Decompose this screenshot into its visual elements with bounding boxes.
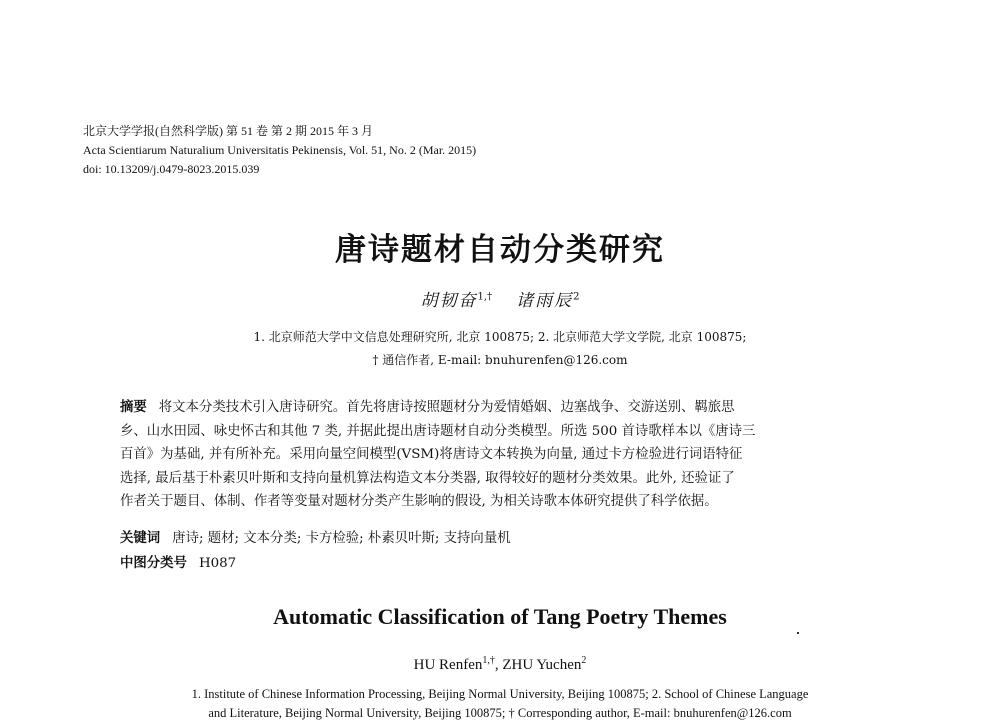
affiliation-zh-line-1: 1. 北京师范大学中文信息处理研究所, 北京 100875; 2. 北京师范大学文学院, 北京 100875; (253, 330, 747, 344)
authors-en (0, 655, 1000, 674)
clc-label: 中图分类号 (120, 555, 187, 571)
journal-citation-zh: 北京大学学报(自然科学版) 第 51 卷 第 2 期 2015 年 3 月 (83, 124, 373, 138)
abstract-label: 摘要 (120, 399, 147, 415)
authors-zh (0, 286, 1000, 311)
journal-citation-en: Acta Scientiarum Naturalium Universitatis Pekinensis, Vol. 51, No. 2 (Mar. 2015) (83, 143, 477, 157)
author-2-zh-affil-mark: 2 (573, 291, 580, 303)
author-2-en: ZHU Yuchen (502, 657, 582, 673)
abstract-zh (120, 396, 895, 514)
affiliation-en-line-2: and Literature, Beijing Normal University, Beijing 100875; † Corresponding author, E-mail: bnuhurenfen@126.com (208, 706, 792, 720)
abstract-line: 选择, 最后基于朴素贝叶斯和支持向量机算法构造文本分类器, 取得较好的题材分类效果。此外, 还验证了 (120, 470, 735, 486)
author-1-zh: 胡韧奋 (420, 291, 478, 311)
affiliations-en (0, 685, 1000, 723)
keywords-zh (120, 527, 511, 546)
journal-doi: doi: 10.13209/j.0479-8023.2015.039 (83, 162, 260, 176)
abstract-line: 摘要 将文本分类技术引入唐诗研究。首先将唐诗按照题材分为爱情婚姻、边塞战争、交游送别、羁旅思 (120, 399, 735, 415)
clc-number-zh (120, 552, 236, 571)
authors-en-separator: , (494, 657, 503, 673)
abstract-line: 百首》为基础, 并有所补充。采用向量空间模型(VSM)将唐诗文本转换为向量, 通过卡方检验进行词语特征 (120, 447, 743, 462)
paper-title-en: Automatic Classification of Tang Poetry Themes (273, 604, 727, 629)
author-1-en-affil-mark: 1,† (482, 655, 495, 666)
keywords-label: 关键词 (120, 530, 161, 546)
keywords-value: 唐诗; 题材; 文本分类; 卡方检验; 朴素贝叶斯; 支持向量机 (172, 531, 511, 546)
paper-title-zh: 唐诗题材自动分类研究 (335, 232, 665, 268)
corresponding-author-zh: † 通信作者, E-mail: bnuhurenfen@126.com (372, 353, 628, 367)
affiliation-en-line-1: 1. Institute of Chinese Information Processing, Beijing Normal University, Beijing 100875; 2. School of Chinese Language (191, 687, 809, 701)
author-2-zh: 诸雨辰 (516, 291, 574, 311)
author-2-en-affil-mark: 2 (581, 655, 587, 666)
clc-value: H087 (198, 556, 237, 571)
author-1-en: HU Renfen (413, 657, 483, 673)
journal-header (83, 122, 476, 179)
scan-speck (797, 632, 799, 634)
abstract-line: 乡、山水田园、咏史怀古和其他 7 类, 并据此提出唐诗题材自动分类模型。所选 500 首诗歌样本以《唐诗三 (120, 423, 756, 439)
author-1-zh-affil-mark: 1,† (477, 291, 493, 303)
affiliations-zh (0, 326, 1000, 372)
abstract-line: 作者关于题目、体制、作者等变量对题材分类产生影响的假设, 为相关诗歌本体研究提供了科学依据。 (120, 494, 718, 509)
